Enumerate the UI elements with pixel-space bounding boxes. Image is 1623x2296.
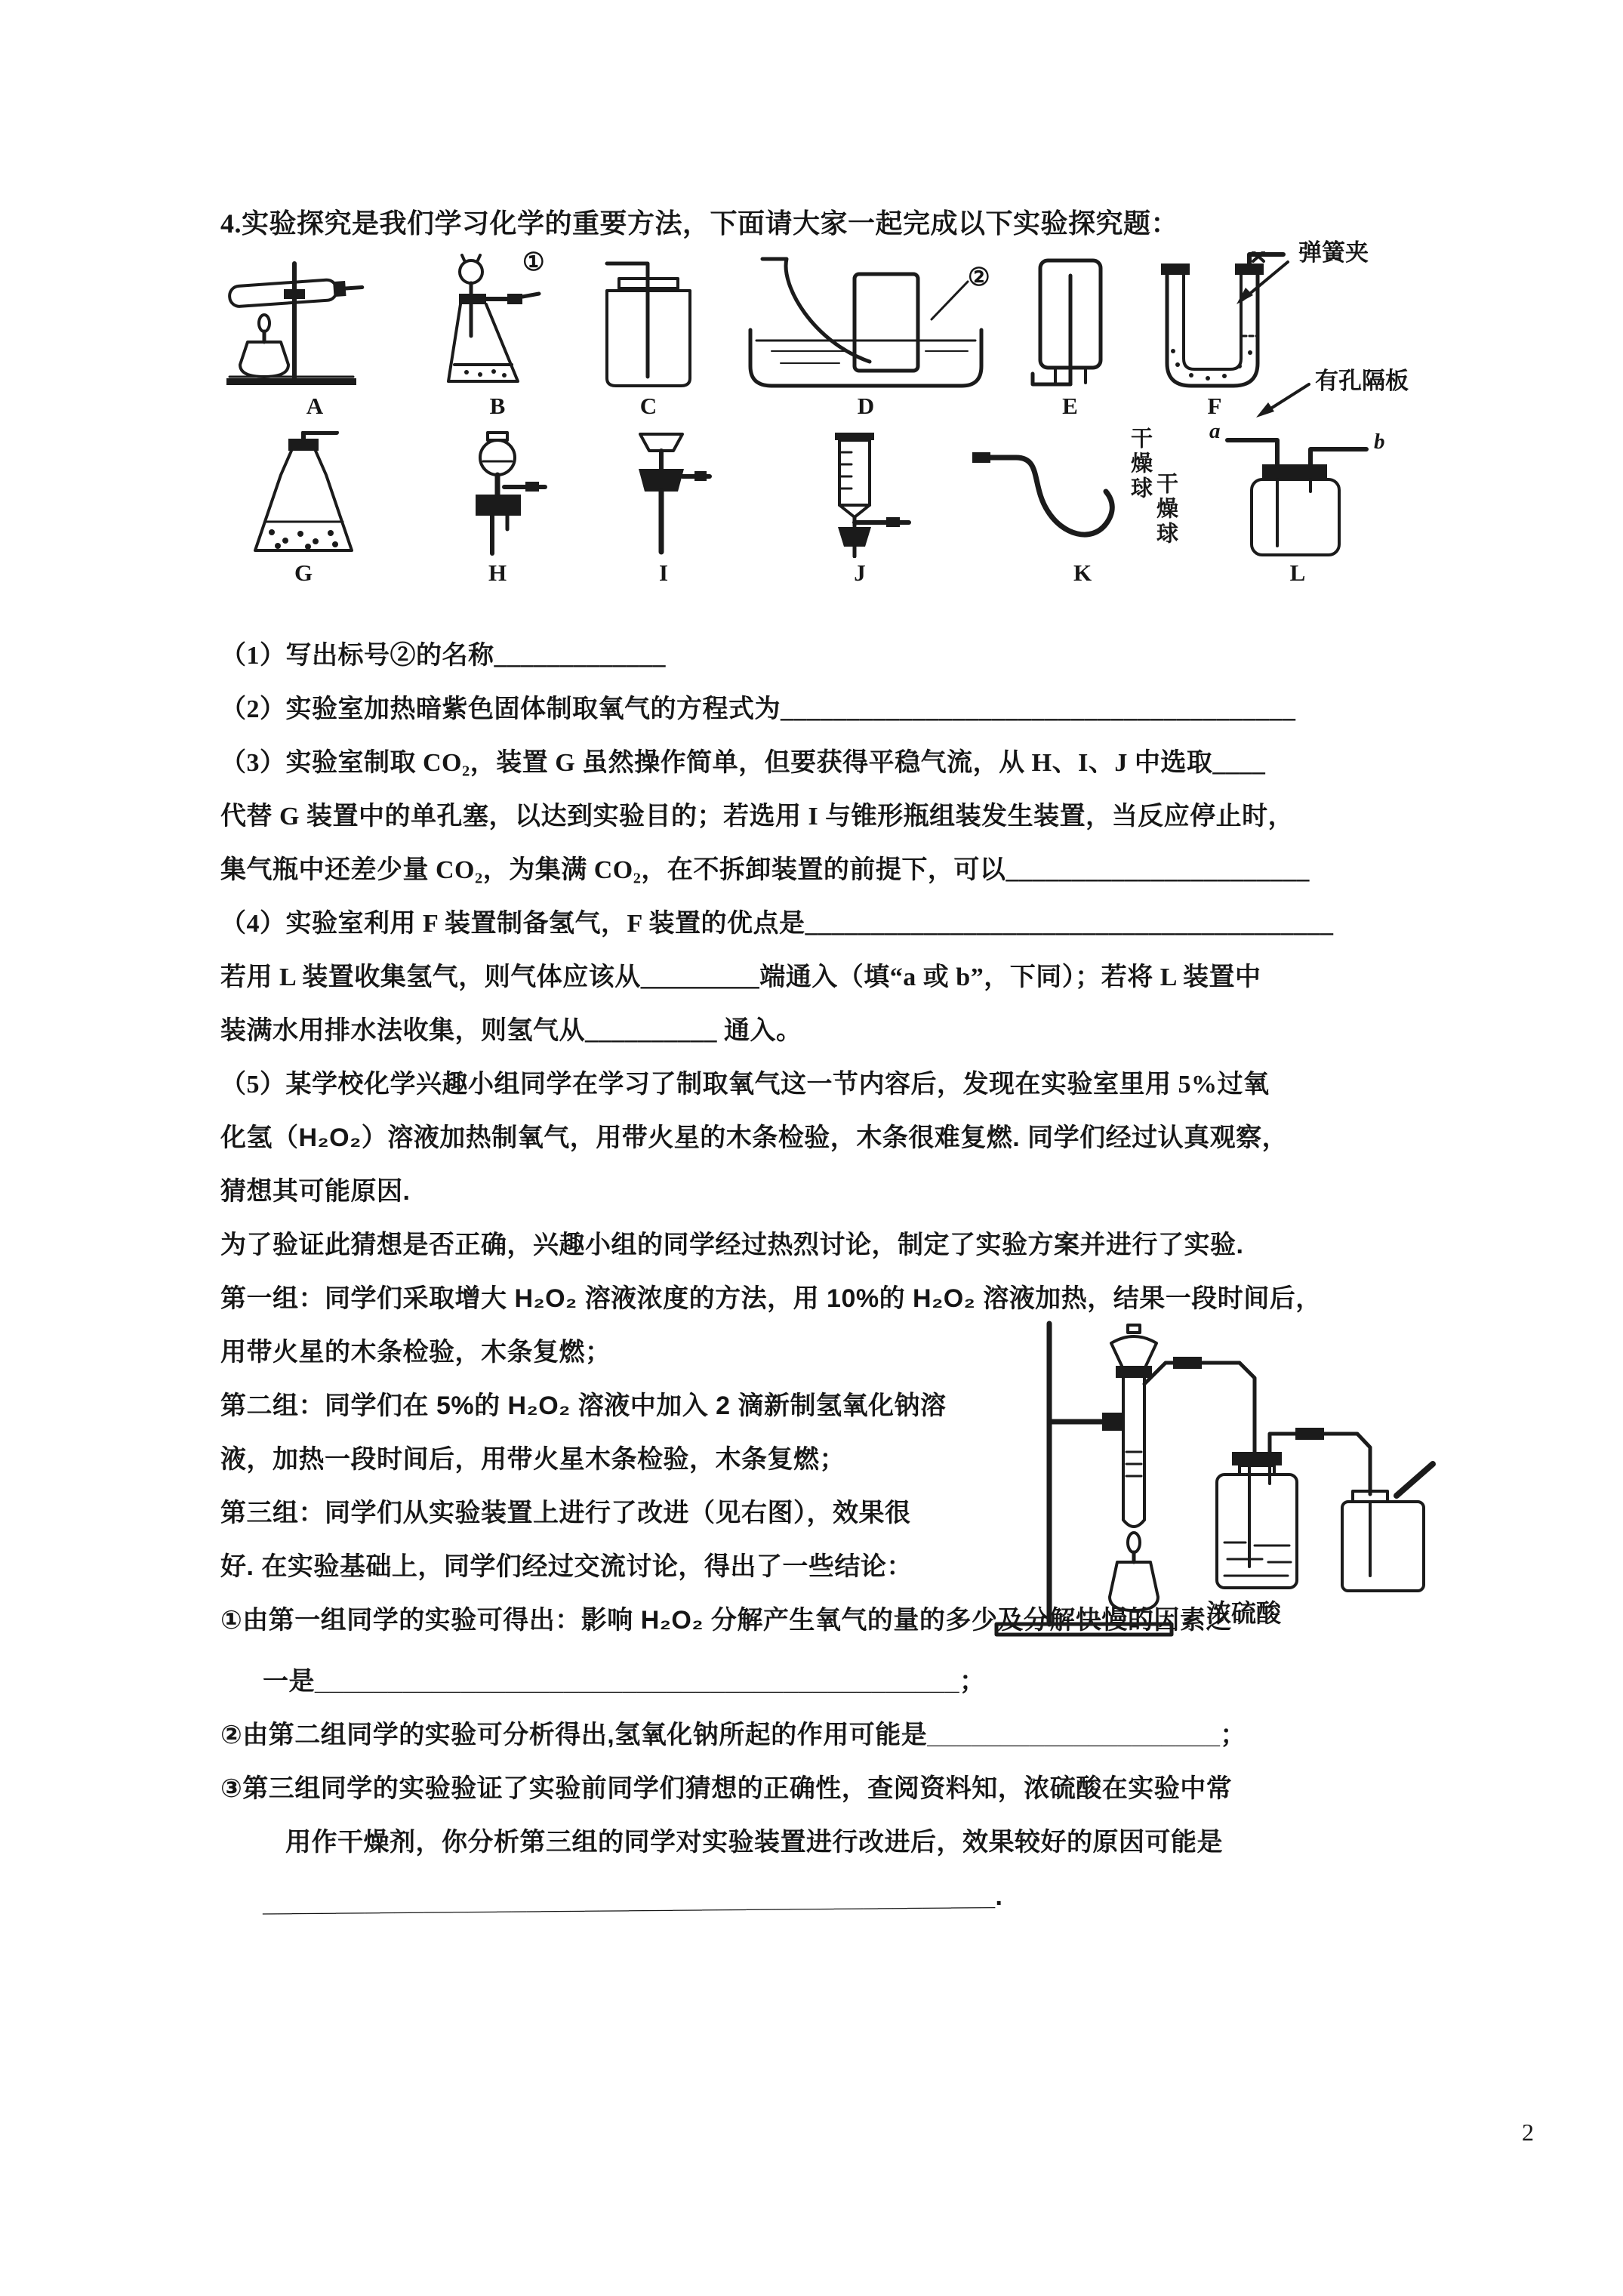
page-number: 2: [1522, 2119, 1534, 2146]
group-1-line-1: 第一组：同学们采取增大 H₂O₂ 溶液浓度的方法，用 10%的 H₂O₂ 溶液加热，结果一段时间后，: [220, 1284, 1322, 1313]
question-5-line-1: （5）某学校化学兴趣小组同学在学习了制取氧气这一节内容后，发现在实验室里用 5%过氧: [220, 1071, 1270, 1099]
question-4-line-1: （4）实验室利用 F 装置制备氢气，F 装置的优点是________________________________________: [220, 910, 1334, 938]
improved-setup-diagram: [989, 1293, 1437, 1656]
group-2-line-2: 液，加热一段时间后，用带火星木条检验，木条复燃；: [220, 1445, 845, 1474]
apparatus-letter: J: [854, 559, 866, 586]
question-4-line-2: 若用 L 装置收集氢气，则气体应该从_________端通入（填“a 或 b”，下同）；若将 L 装置中: [220, 963, 1261, 991]
apparatus-i-funnel-with-side-tube-icon: [614, 431, 713, 587]
conclusion-2: ②由第二组同学的实验可分析得出,氢氧化钠所起的作用可能是____________________；: [220, 1721, 1246, 1749]
question-2: （2）实验室加热暗紫色固体制取氧气的方程式为_______________________________________: [220, 695, 1296, 723]
conclusion-3-answer-blank: __________________________________________________.: [262, 1881, 1003, 1918]
spring-clamp-label: 弹簧夹: [1298, 239, 1369, 266]
conclusion-3-line-1: ③第三组同学的实验验证了实验前同学们猜想的正确性，查阅资料知，浓硫酸在实验中常: [220, 1774, 1233, 1803]
apparatus-letter: H: [488, 559, 507, 586]
question-5-line-2: 化氢（H₂O₂）溶液加热制氧气，用带火星的木条检验，木条很难复燃. 同学们经过认真观察，: [220, 1123, 1289, 1152]
question-3-line-2: 代替 G 装置中的单孔塞，以达到实验目的；若选用 I 与锥形瓶组装发生装置，当反应停止时，: [220, 803, 1295, 831]
apparatus-j-syringe-icon: [796, 431, 924, 587]
group-3-line-2: 好. 在实验基础上，同学们经过交流讨论，得出了一些结论：: [220, 1552, 913, 1581]
apparatus-l-gas-washing-bottle-icon: [1218, 431, 1377, 587]
group-1-line-2: 用带火星的木条检验，木条复燃；: [220, 1338, 611, 1367]
apparatus-letter: F: [1207, 393, 1222, 419]
apparatus-d-water-trough-collection-icon: [741, 251, 990, 420]
conclusion-1-line-1: ①由第一组同学的实验可得出：影响 H₂O₂ 分解产生氧气的量的多少及分解快慢的因素之: [220, 1606, 1232, 1635]
worksheet-content: [220, 202, 1440, 1931]
apparatus-c-gas-jar-long-tube-icon: [584, 251, 713, 420]
conclusion-1-line-2: 一是____________________________________________；: [263, 1667, 986, 1696]
apparatus-letter: D: [857, 393, 875, 419]
apparatus-letter: B: [489, 393, 506, 419]
question-3-line-3: 集气瓶中还差少量 CO₂，为集满 CO₂，在不拆卸装置的前提下，可以_______________________: [220, 856, 1310, 884]
circled-1-callout: ①: [522, 249, 545, 276]
apparatus-letter: G: [294, 559, 313, 586]
port-b-label: b: [1374, 430, 1385, 454]
perforated-plate-arrow-icon: [1249, 378, 1313, 425]
group-2-line-1: 第二组：同学们在 5%的 H₂O₂ 溶液中加入 2 滴新制氢氧化钠溶: [220, 1391, 947, 1420]
question-3-line-1: （3）实验室制取 CO₂，装置 G 虽然操作简单，但要获得平稳气流，从 H、I、J 中选取____: [220, 749, 1266, 777]
apparatus-letter: L: [1289, 559, 1306, 586]
question-body: [220, 629, 1440, 1931]
apparatus-g-stoppered-flask-icon: [228, 431, 379, 587]
apparatus-letter: E: [1062, 393, 1078, 419]
apparatus-a-heated-test-tube-icon: [220, 251, 409, 420]
port-a-label: a: [1209, 419, 1221, 443]
circled-2-callout: ②: [968, 264, 990, 291]
group-3-line-1: 第三组：同学们从实验装置上进行了改进（见右图），效果很: [220, 1499, 911, 1527]
question-4-line-3: 装满水用排水法收集，则氢气从__________ 通入。: [220, 1017, 802, 1045]
conclusion-3-line-2: 用作干燥剂，你分析第三组的同学对实验装置进行改进后，效果较好的原因可能是: [285, 1828, 1223, 1857]
apparatus-letter: C: [639, 393, 658, 419]
apparatus-e-inverted-jar-icon: [1019, 251, 1121, 420]
apparatus-letter: I: [658, 559, 669, 586]
drying-ball-label: 干燥球: [1128, 427, 1152, 501]
question-4-title: 4.实验探究是我们学习化学的重要方法，下面请大家一起完成以下实验探究题：: [220, 208, 1179, 239]
question-5-line-4: 为了验证此猜想是否正确，兴趣小组的同学经过热烈讨论，制定了实验方案并进行了实验.: [220, 1231, 1244, 1259]
sulfuric-acid-label: 浓硫酸: [1206, 1599, 1281, 1627]
apparatus-letter: A: [306, 393, 324, 419]
question-5-line-3: 猜想其可能原因.: [220, 1177, 411, 1206]
perforated-plate-label: 有孔隔板: [1315, 368, 1409, 394]
apparatus-letter: K: [1073, 559, 1092, 586]
question-1: （1）写出标号②的名称_____________: [220, 642, 666, 670]
apparatus-figure: [220, 239, 1440, 624]
spring-clamp-arrow-icon: [1230, 256, 1294, 310]
apparatus-h-dropping-funnel-icon: [441, 431, 554, 587]
drying-ball-label-ghost: 干燥球: [1153, 472, 1178, 547]
